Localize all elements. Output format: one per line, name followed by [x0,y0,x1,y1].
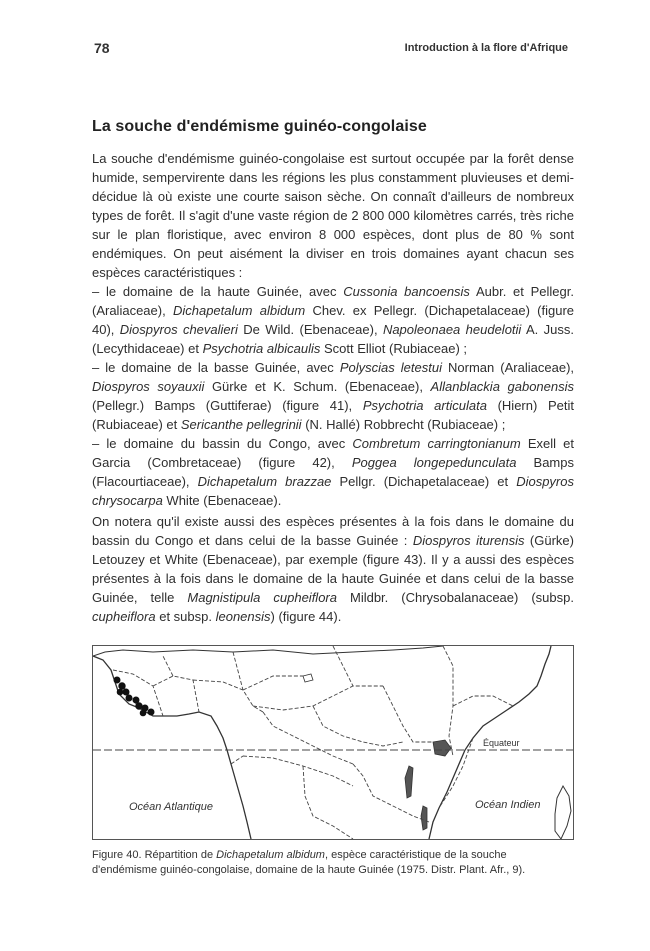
lake-victoria [433,740,451,756]
species-name: cupheiflora [92,609,156,624]
text-span: Chev. ex Pellegr. (Dichapetalaceae) (figure 40), [92,303,575,337]
species-name: Psychotria articulata [362,398,487,413]
bullet-bassin-congo [92,434,574,510]
text-span: Aubr. et Pellegr. (Araliaceae), [92,284,574,318]
running-title: Introduction à la flore d'Afrique [404,42,568,54]
coastline-north [93,646,443,656]
bullet-basse-guinee [92,358,574,434]
caption-text: Figure 40. Répartition de [92,849,217,861]
text-span: Exell et Garcia (Combretaceae) (figure 42), [92,436,574,470]
lake-malawi [421,806,427,830]
species-name: Diospyros iturensis [412,533,525,548]
figure-caption [92,848,574,878]
species-name: Sericanthe pellegrinii [180,417,302,432]
caption-species: Dichapetalum albidum [216,849,325,861]
distribution-map [92,645,574,840]
text-span: – le domaine de la basse Guinée, avec [92,360,340,375]
indian-ocean-label: Océan Indien [475,799,541,811]
text-span: A. Juss. (Lecythidaceae) et [92,322,574,356]
text-span: (Hiern) Petit (Rubiaceae) et [92,398,574,432]
text-span: Bamps (Flacourtiaceae), [92,455,574,489]
body-block-2 [92,512,574,626]
text-span: Gürke et K. Schum. (Ebenaceae), [204,379,431,394]
text-span: La souche d'endémisme guinéo-congolaise est surtout occupée par la forêt dense humide, sempervirente dans les régions les plus constamment pluvieuses et demi-décidue là où existe une courte saison sèche. On connaît d'ailleurs de nombreux types de forêt. Il s'agit d'une vaste région de 2 800 000 kilomètres carrés, très riche sur le plan floristique, avec environ 8 000 espèces, dont plus de 80 % sont endémiques. On peut aisément la diviser en trois domaines ayant chacun ses espèces caractéristiques : [92,151,574,280]
text-span: Scott Elliot (Rubiaceae) ; [320,341,468,356]
species-name: Allanblackia gabonensis [430,379,575,394]
atlantic-label: Océan Atlantique [129,801,213,813]
text-span: Mildbr. (Chrysobalanaceae) (subsp. [336,590,574,605]
text-span: On notera qu'il existe aussi des espèces présentes à la fois dans le domaine du bassin du Congo et dans celui de la basse Guinée : [92,514,574,548]
text-span: Pellgr. (Dichapetalaceae) et [331,474,517,489]
text-span: Norman (Araliaceae), [441,360,575,375]
species-name: Diospyros chrysocarpa [92,474,574,508]
caption-text: , espèce caractéristique de la souche d'endémisme guinéo-congolaise, domaine de la haute Guinée (1975. Distr. Plant. Afr., 9). [92,849,526,876]
species-name: Psychotria albicaulis [202,341,321,356]
text-span: De Wild. (Ebenaceae), [237,322,383,337]
second-paragraph [92,512,574,626]
page-number: 78 [94,40,110,56]
madagascar [555,786,571,839]
species-name: Poggea longepedunculata [351,455,517,470]
section-title: La souche d'endémisme guinéo-congolaise [92,118,427,135]
text-span: et subsp. [155,609,216,624]
species-name: Dichapetalum brazzae [197,474,332,489]
text-span: (Pellegr.) Bamps (Guttiferae) (figure 41), [92,398,363,413]
equator-label: Équateur [483,738,520,748]
species-name: Diospyros soyauxii [92,379,205,394]
text-span: – le domaine du bassin du Congo, avec [92,436,353,451]
species-name: Magnistipula cupheiflora [187,590,337,605]
text-span: ) (figure 44). [270,609,342,624]
body-block-1 [92,149,574,510]
lake-tanganyika [405,766,413,798]
species-name: leonensis [215,609,271,624]
species-name: Dichapetalum albidum [172,303,306,318]
intro-paragraph [92,149,574,282]
species-name: Polyscias letestui [339,360,442,375]
bullet-haute-guinee [92,282,574,358]
lake-chad [303,674,313,682]
text-span: (Gürke) Letouzey et White (Ebenaceae), par exemple (figure 43). Il y a aussi des espèces présentes à la fois dans le domaine de la haute Guinée et dans celui de la basse Guinée, telle [92,533,574,605]
species-name: Combretum carringtonianum [352,436,521,451]
text-span: – le domaine de la haute Guinée, avec [92,284,344,299]
text-span: (N. Hallé) Robbrecht (Rubiaceae) ; [301,417,506,432]
species-name: Diospyros chevalieri [119,322,238,337]
species-name: Napoleonaea heudelotii [382,322,522,337]
text-span: White (Ebenaceae). [162,493,282,508]
species-name: Cussonia bancoensis [343,284,470,299]
